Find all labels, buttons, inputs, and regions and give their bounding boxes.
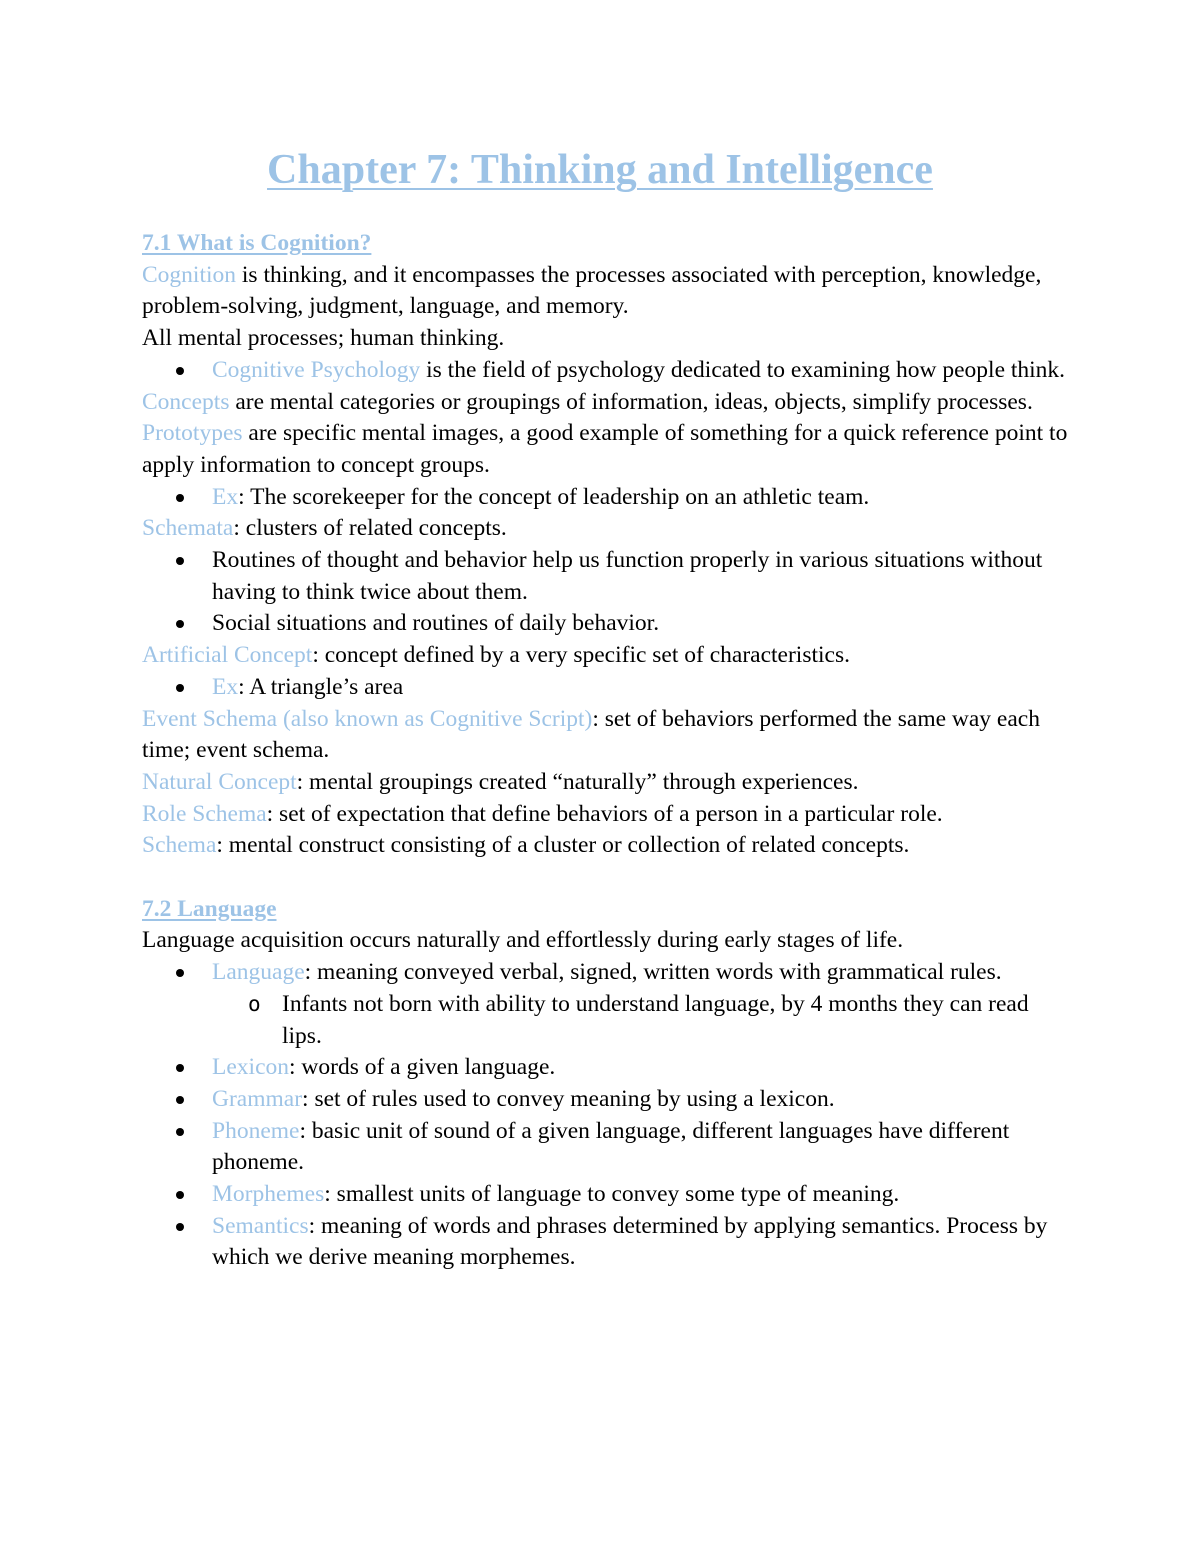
definition-text: : set of expectation that define behaviors of a person in a particular role. <box>266 800 943 827</box>
term-lexicon: Lexicon <box>212 1054 289 1081</box>
definition-text: : concept defined by a very specific set of characteristics. <box>312 642 850 669</box>
term-phoneme: Phoneme <box>212 1117 300 1144</box>
section-heading-cognition: 7.1 What is Cognition? <box>142 230 372 256</box>
schema-definition <box>142 830 1072 862</box>
list-item: Social situations and routines of daily behavior. <box>142 608 1072 640</box>
term-schema: Schema <box>142 832 217 859</box>
definition-text: : mental construct consisting of a cluster or collection of related concepts. <box>216 832 910 859</box>
term-role-schema: Role Schema <box>142 800 267 827</box>
prototypes-definition <box>142 418 1072 481</box>
term-grammar: Grammar <box>212 1085 303 1112</box>
definition-text: : The scorekeeper for the concept of leadership on an athletic team. <box>238 483 870 510</box>
all-mental-processes: All mental processes; human thinking. <box>142 325 505 352</box>
term-language: Language <box>212 959 305 986</box>
term-ex: Ex <box>212 673 239 700</box>
natural-concept-definition <box>142 767 1072 799</box>
bullet-list <box>142 672 1072 704</box>
role-schema-definition <box>142 799 1072 831</box>
definition-text: : set of behaviors performed the same way each time; event schema. <box>142 705 1040 764</box>
definition-text: : smallest units of language to convey some type of meaning. <box>324 1181 900 1208</box>
term-prototypes: Prototypes <box>142 420 243 447</box>
artificial-concept-definition <box>142 640 1072 672</box>
term-schemata: Schemata <box>142 515 234 542</box>
document-body <box>142 228 1072 1274</box>
definition-text: : mental groupings created “naturally” through experiences. <box>296 768 859 795</box>
definition-text: : words of a given language. <box>289 1054 556 1081</box>
language-intro: Language acquisition occurs naturally and effortlessly during early stages of life. <box>142 927 904 954</box>
list-item <box>142 1116 1072 1179</box>
bullet-list <box>142 545 1072 640</box>
concepts-definition <box>142 387 1072 419</box>
section-heading-language: 7.2 Language <box>142 895 277 922</box>
bullet-list <box>142 355 1072 387</box>
list-item <box>142 355 1072 387</box>
term-cognitive-psychology: Cognitive Psychology <box>212 356 421 383</box>
bullet-list <box>142 482 1072 514</box>
definition-text: is thinking, and it encompasses the processes associated with perception, knowledge, problem-solving, judgment, language, and memory. <box>142 261 1042 320</box>
bullet-list <box>142 957 1072 1274</box>
definition-text: is the field of psychology dedicated to examining how people think. <box>420 356 1066 383</box>
definition-text: : basic unit of sound of a given language, different languages have different phoneme. <box>212 1117 1010 1176</box>
term-concepts: Concepts <box>142 388 230 415</box>
cognition-definition <box>142 260 1072 323</box>
list-item <box>142 1211 1072 1274</box>
event-schema-definition <box>142 704 1072 767</box>
term-cognition: Cognition <box>142 261 237 288</box>
definition-text: : A triangle’s area <box>238 673 404 700</box>
definition-text: : meaning of words and phrases determined by applying semantics. Process by which we derive meaning morphemes. <box>212 1212 1048 1271</box>
list-item <box>142 482 1072 514</box>
term-artificial-concept: Artificial Concept <box>142 642 313 669</box>
definition-text: : clusters of related concepts. <box>233 515 507 542</box>
term-morphemes: Morphemes <box>212 1181 325 1208</box>
definition-text: are mental categories or groupings of information, ideas, objects, simplify processes. <box>229 388 1033 415</box>
schemata-definition <box>142 513 1072 545</box>
paragraph-gap <box>142 862 1072 894</box>
list-item <box>142 1084 1072 1116</box>
definition-text: are specific mental images, a good example of something for a quick reference point to apply information to concept groups. <box>142 420 1068 478</box>
term-natural-concept: Natural Concept <box>142 768 297 795</box>
list-item <box>142 672 1072 704</box>
term-semantics: Semantics <box>212 1212 309 1239</box>
term-event-schema: Event Schema (also known as Cognitive Script) <box>142 705 593 732</box>
list-item <box>142 1179 1072 1211</box>
definition-text: : meaning conveyed verbal, signed, written words with grammatical rules. <box>304 959 1002 986</box>
definition-text: : set of rules used to convey meaning by using a lexicon. <box>302 1085 835 1112</box>
list-item: Routines of thought and behavior help us function properly in various situations without having to think twice about them. <box>142 545 1072 608</box>
term-ex: Ex <box>212 483 239 510</box>
sub-list-item: o Infants not born with ability to understand language, by 4 months they can read lips. <box>142 989 1072 1052</box>
list-item <box>142 1052 1072 1084</box>
page-title: Chapter 7: Thinking and Intelligence <box>267 147 933 193</box>
list-item <box>142 957 1072 989</box>
